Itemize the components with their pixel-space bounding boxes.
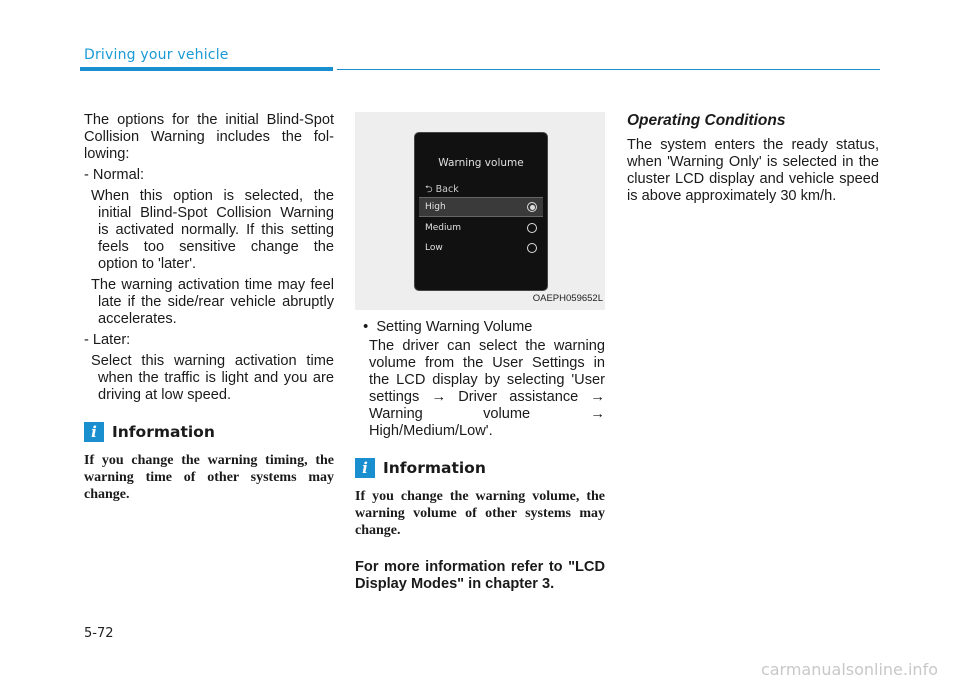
header-title: Driving your vehicle	[84, 47, 229, 63]
screen-option-label: High	[425, 201, 446, 212]
section-title: Operating Conditions	[627, 112, 786, 129]
info-body: If you change the warning volume, the warning volume of other systems may change.	[355, 489, 605, 538]
radio-icon	[527, 243, 537, 253]
lcd-screen	[414, 132, 548, 291]
option-normal-note: The warning activation time may feel late if the side/rear vehicle abruptly accelerates.	[91, 277, 334, 327]
column-left	[84, 112, 334, 503]
info-heading	[84, 422, 334, 442]
header-rule-thick	[80, 67, 333, 71]
info-title: Information	[383, 458, 486, 477]
option-normal-label: - Normal:	[84, 167, 144, 183]
information-icon: i	[84, 422, 104, 442]
info-heading	[355, 458, 605, 478]
column-middle	[355, 112, 605, 593]
screen-option-high	[419, 197, 543, 217]
radio-icon	[527, 223, 537, 233]
watermark: carmanualsonline.info	[760, 660, 938, 679]
option-normal-text: When this option is selected, the initial Blind-Spot Collision Warning is activated normally. If this setting feels too sensitive change the option to 'later'.	[91, 188, 334, 272]
screen-title: Warning volume	[438, 157, 524, 169]
screen-option-label: Medium	[425, 222, 461, 233]
lcd-figure	[355, 112, 605, 310]
figure-code: OAEPH059652L	[532, 293, 603, 304]
page-number: 5-72	[84, 626, 114, 641]
screen-option-label: Low	[425, 242, 443, 253]
info-title: Information	[112, 422, 215, 441]
option-later-text: Select this warning activation time when the traffic is light and you are driving at low speed.	[91, 353, 334, 403]
header-rule-thin	[337, 69, 880, 70]
column-right	[627, 112, 879, 205]
bullet-text: The driver can select the warning volume from the User Settings in the LCD display by selecting 'User settings → Driver assistance → Warning volume → High/Medium/Low'.	[369, 338, 605, 439]
option-later-label: - Later:	[84, 332, 131, 348]
info-body: If you change the warning timing, the warning time of other systems may change.	[84, 453, 334, 502]
more-info-text: For more information refer to "LCD Display Modes" in chapter 3.	[355, 559, 605, 592]
screen-back: ⮌ Back	[425, 184, 459, 195]
information-icon: i	[355, 458, 375, 478]
screen-option-medium	[419, 218, 543, 238]
bullet-item	[355, 319, 605, 336]
screen-option-low	[419, 238, 543, 258]
bullet-title: Setting Warning Volume	[376, 319, 533, 335]
bullet-dot: •	[355, 319, 377, 335]
section-body: The system enters the ready status, when 'Warning Only' is selected in the cluster LCD display and vehicle speed is above approximately 30 km/h.	[627, 137, 879, 204]
intro-text: The options for the initial Blind-Spot Collision Warning includes the fol-lowing:	[84, 112, 334, 162]
radio-selected-icon	[527, 202, 537, 212]
